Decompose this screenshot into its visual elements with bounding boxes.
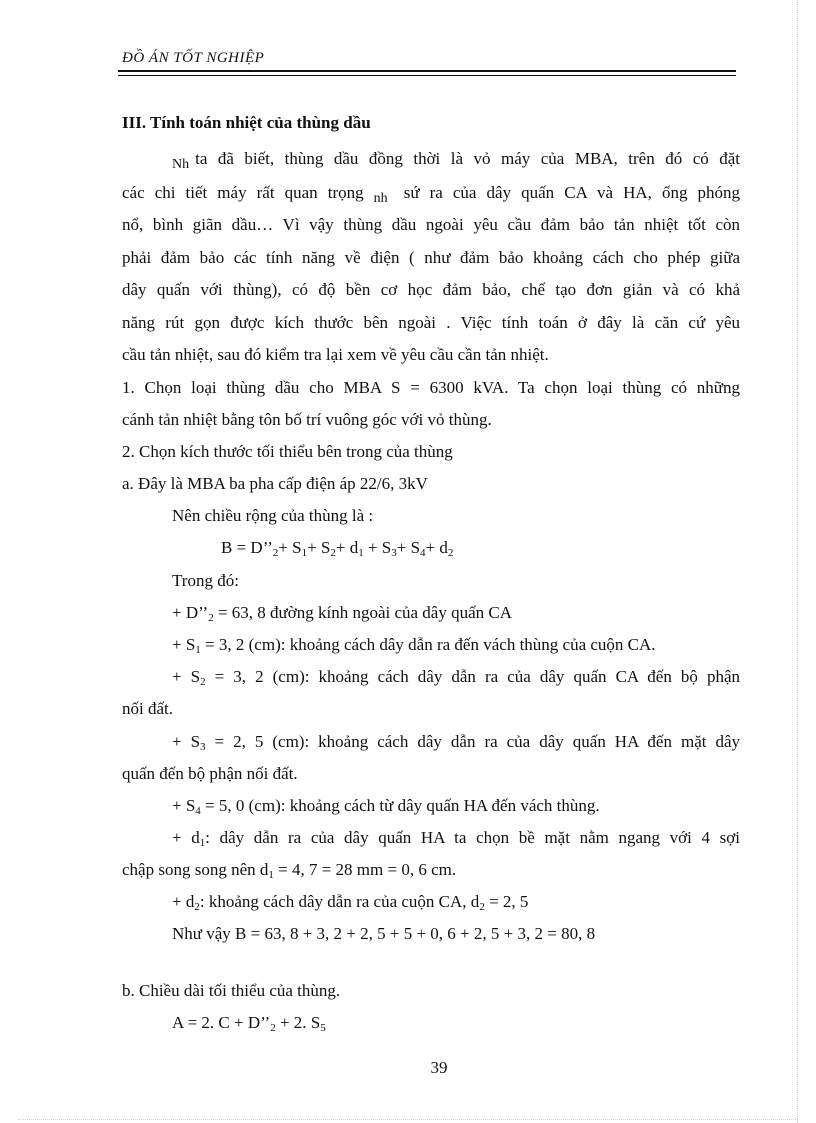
- page-number: 39: [430, 1058, 448, 1077]
- header-rule-thick: [118, 70, 736, 72]
- paragraph-line: nổ, bình giãn dầu… Vì vậy thùng dầu ngoài yêu cầu đảm bảo tản nhiệt tốt còn: [122, 215, 740, 234]
- paragraph-line: dây quấn với thùng), có độ bền cơ học đảm bảo, chế tạo đơn giản và có khả: [122, 280, 740, 299]
- section-title: III. Tính toán nhiệt của thùng dầu: [122, 113, 371, 132]
- text-fragment: nh: [373, 191, 388, 206]
- list-item: 2. Chọn kích thước tối thiểu bên trong của thùng: [122, 442, 453, 461]
- definition-line: + $d_2$: khoảng cách dây dẫn ra của cuộn CA, $d_2 = 2$, 5: [172, 892, 529, 913]
- result-line: Như vậy B = 63, 8 + 3, 2 + 2, 5 + 5 + 0, 6 + 2, 5 + 3, 2 = 80, 8: [172, 924, 596, 943]
- definition-line: + $D’’_2 = 63$, 8 đường kính ngoài của dây quấn CA: [172, 603, 513, 624]
- bottom-margin-line: [18, 1119, 798, 1120]
- paragraph-line: $_{Nh}$ ta đã biết, thùng dầu đồng thời là vỏ máy của MBA, trên đó có đặt: [172, 149, 740, 172]
- definition-line: nối đất.: [122, 699, 173, 718]
- definition-line: + $S_3 = 2$, 5 (cm): khoảng cách dây dẫn ra của dây quấn HA đến mặt dây: [172, 732, 740, 753]
- definition-line: + $S_2 = 3$, 2 (cm): khoảng cách dây dẫn ra của dây quấn CA đến bộ phận: [172, 667, 740, 688]
- text-fragment: Nh: [172, 157, 190, 172]
- list-item-line: cánh tản nhiệt bằng tôn bố trí vuông góc với vỏ thùng.: [122, 410, 492, 429]
- definition-line: + $S_1 = 3$, 2 (cm): khoảng cách dây dẫn ra đến vách thùng của cuộn CA.: [172, 635, 656, 656]
- definition-line: chập song song nên $d_1 = 4$, 7 = 28 mm = 0, 6 cm.: [122, 860, 457, 881]
- running-header: ĐỒ ÁN TỐT NGHIỆP: [122, 50, 265, 66]
- right-margin-line: [797, 0, 798, 1123]
- text-line: Nên chiều rộng của thùng là :: [172, 506, 374, 525]
- text-line: Trong đó:: [172, 571, 239, 590]
- definition-line: + $S_4 = 5$, 0 (cm): khoảng cách từ dây quấn HA đến vách thùng.: [172, 796, 600, 817]
- definition-line: quấn đến bộ phận nối đất.: [122, 764, 298, 783]
- paragraph-line: các chi tiết máy rất quan trọng $_{nh}$ sứ ra của dây quấn CA và HA, ống phóng: [122, 183, 741, 206]
- header-rule-thin: [118, 75, 736, 76]
- paragraph-line: phải đảm bảo các tính năng về điện ( như đảm bảo khoảng cách cho phép giữa: [122, 248, 740, 267]
- formula-b: $B = D’’_2+ S_1+ S_2+ d_1 + S_3+ S_4+ d_2$: [221, 538, 454, 559]
- paragraph-line: cầu tản nhiệt, sau đó kiểm tra lại xem về yêu cầu cần tản nhiệt.: [122, 345, 549, 364]
- list-item-line: 1. Chọn loại thùng dầu cho MBA S = 6300 kVA. Ta chọn loại thùng có những: [122, 378, 740, 397]
- paragraph-line: năng rút gọn được kích thước bên ngoài . Việc tính toán ở đây là căn cứ yêu: [122, 313, 740, 332]
- sub-item: b. Chiều dài tối thiểu của thùng.: [122, 981, 341, 1000]
- formula-a: A = 2. $C + D’’_2 + 2$. $S_5$: [172, 1013, 326, 1034]
- definition-line: + $d_1$: dây dẫn ra của dây quấn HA ta chọn bề mặt nằm ngang với 4 sợi: [172, 828, 740, 849]
- sub-item: a. Đây là MBA ba pha cấp điện áp 22/6, 3kV: [122, 474, 428, 493]
